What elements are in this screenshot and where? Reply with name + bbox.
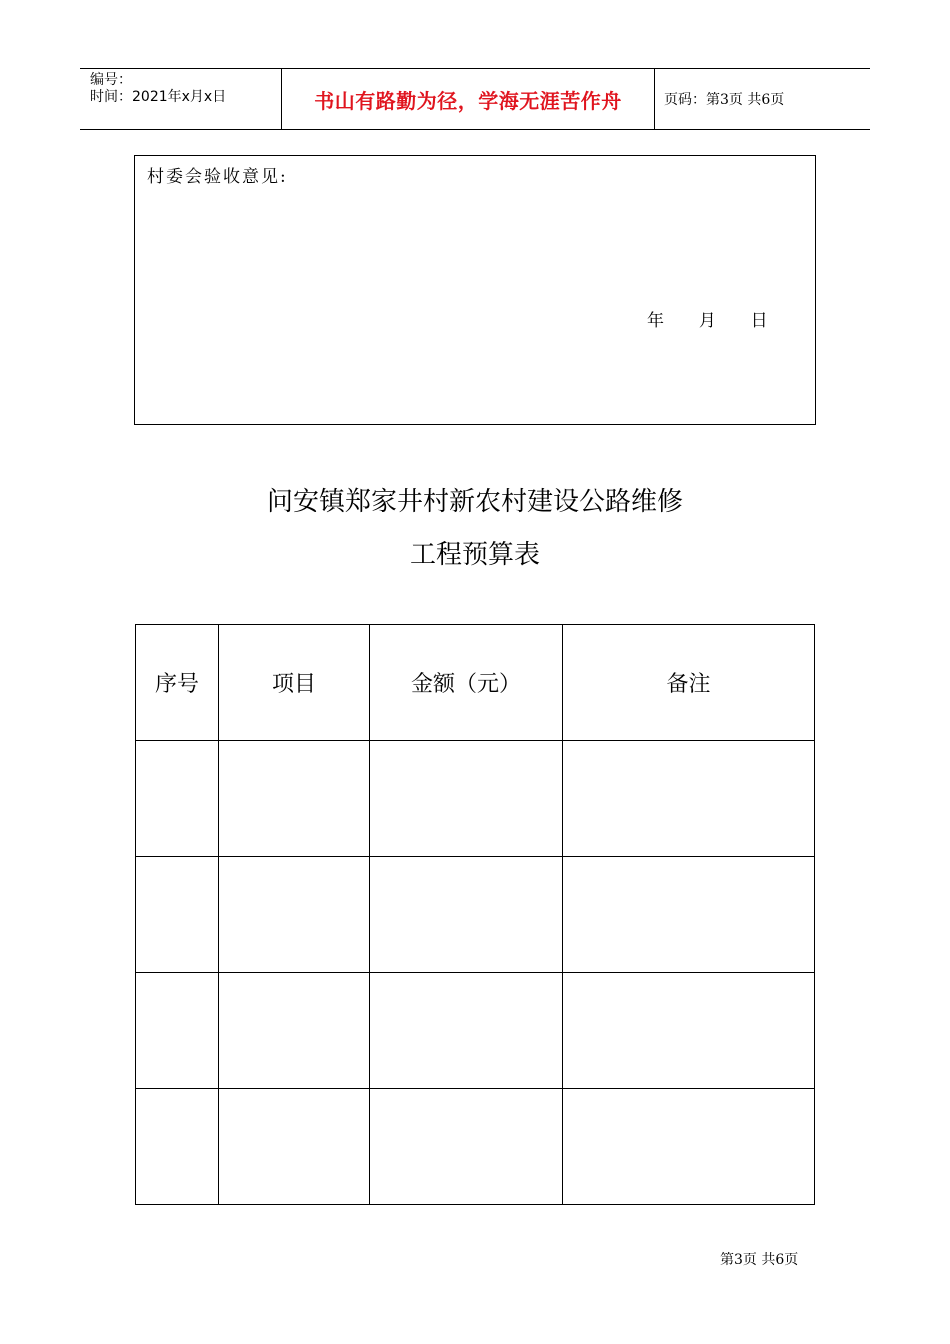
- header-page-info: 页码：第3页 共6页: [664, 92, 785, 108]
- header-motto: 书山有路勤为径，学海无涯苦作舟: [314, 88, 622, 113]
- table-cell: [370, 973, 563, 1089]
- header-motto-cell: [282, 69, 655, 129]
- table-row: [136, 973, 815, 1089]
- opinion-date-line: [647, 306, 768, 331]
- opinion-label: 村委会验收意见:: [147, 167, 288, 187]
- table-cell: [563, 973, 815, 1089]
- table-cell: [370, 741, 563, 857]
- header-amount: 金额（元）: [370, 625, 563, 741]
- table-cell: [370, 857, 563, 973]
- table-header-row: [136, 625, 815, 741]
- table-row: [136, 1089, 815, 1205]
- table-row: [136, 741, 815, 857]
- page-header: [80, 68, 870, 130]
- table-cell: [136, 741, 219, 857]
- table-cell: [563, 1089, 815, 1205]
- header-item: 项目: [219, 625, 370, 741]
- header-serial-number: 序号: [136, 625, 219, 741]
- table-cell: [136, 857, 219, 973]
- table-cell: [563, 741, 815, 857]
- table-cell: [136, 1089, 219, 1205]
- table-cell: [219, 741, 370, 857]
- date-day-label: 日: [750, 311, 768, 331]
- table-cell: [370, 1089, 563, 1205]
- table-row: [136, 857, 815, 973]
- table-cell: [219, 1089, 370, 1205]
- header-remarks: 备注: [563, 625, 815, 741]
- village-committee-opinion-box: [134, 155, 816, 425]
- table-cell: [219, 973, 370, 1089]
- header-meta-cell: [80, 69, 282, 129]
- page-footer: 第3页 共6页: [720, 1252, 799, 1268]
- header-number-label: 编号：: [90, 72, 132, 88]
- document-title-line2: 工程预算表: [409, 540, 540, 570]
- table-cell: [563, 857, 815, 973]
- document-title-line1: 问安镇郑家井村新农村建设公路维修: [266, 487, 683, 517]
- table-cell: [136, 973, 219, 1089]
- date-year-label: 年: [647, 311, 664, 331]
- header-time-label: 时间：2021年x月x日: [90, 89, 227, 105]
- table-cell: [219, 857, 370, 973]
- date-month-label: 月: [698, 311, 716, 331]
- budget-table: [135, 624, 815, 1205]
- header-page-cell: [664, 69, 870, 129]
